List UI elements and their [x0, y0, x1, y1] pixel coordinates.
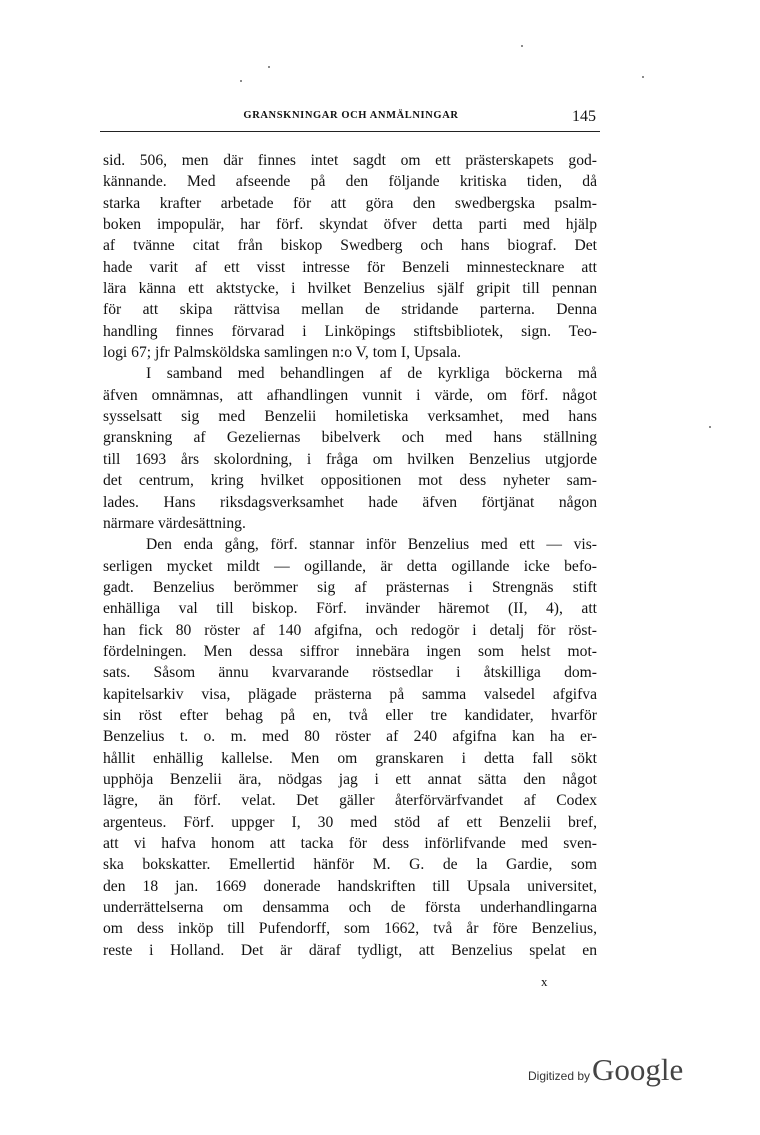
text-line: om dess inköp till Pufendorff, som 1662, två år före Benzelius,	[103, 920, 597, 938]
running-head	[104, 110, 598, 130]
text-line: för att skipa rättvisa mellan de stridande parterna. Denna	[103, 301, 597, 319]
paragraph-start-line: Den enda gång, förf. stannar inför Benzelius med ett — vis-	[146, 536, 597, 554]
paper-speck	[521, 45, 523, 47]
text-line: logi 67; jfr Palmsköldska samlingen n:o V, tom I, Upsala.	[103, 344, 462, 362]
paragraph-start-line: I samband med behandlingen af de kyrkliga böckerna må	[146, 365, 597, 383]
text-line: fördelningen. Men dessa siffror innebära ingen som helst mot-	[103, 642, 597, 660]
text-line: upphöja Benzelii ära, nödgas jag i ett annat sätta den något	[103, 770, 597, 788]
text-line: lades. Hans riksdagsverksamhet hade äfven förtjänat någon	[103, 493, 597, 511]
text-line: handling finnes förvarad i Linköpings stiftsbibliotek, sign. Teo-	[103, 322, 597, 340]
body-text	[103, 150, 597, 961]
text-line: närmare värdesättning.	[103, 514, 246, 532]
text-line: hållit enhällig kallelse. Men om granskaren i detta fall sökt	[103, 749, 597, 767]
text-line: underrättelserna om densamma och de första underhandlingarna	[103, 899, 597, 917]
text-line: reste i Holland. Det är däraf tydligt, att Benzelius spelat en	[103, 941, 597, 959]
text-line: han fick 80 röster af 140 afgifna, och redogör i detalj för röst-	[103, 621, 597, 639]
text-line: äfven omnämnas, att afhandlingen vunnit i värde, om förf. något	[103, 386, 597, 404]
header-rule	[100, 131, 600, 132]
paper-speck	[642, 76, 644, 78]
paper-speck	[268, 66, 270, 68]
text-line: sid. 506, men där finnes intet sagdt om ett prästerskapets god-	[103, 152, 597, 169]
text-line: lägre, än förf. velat. Det gäller återförvärfvandet af Codex	[103, 792, 597, 810]
running-head-title: GRANSKNINGAR OCH ANMÄLNINGAR	[243, 110, 459, 121]
text-line: sysselsatt sig med Benzelii homiletiska verksamhet, med hans	[103, 408, 597, 426]
text-line: serligen mycket mildt — ogillande, är detta ogillande icke befo-	[103, 557, 597, 575]
text-line: kännande. Med afseende på den följande kritiska tiden, då	[103, 173, 597, 191]
page-number: 145	[572, 108, 596, 125]
text-line: af tvänne citat från biskop Swedberg och hans biograf. Det	[103, 237, 597, 255]
text-line: granskning af Gezeliernas bibelverk och med hans ställning	[103, 429, 597, 447]
paper-speck	[709, 426, 711, 428]
text-line: det centrum, kring hvilket oppositionen mot dess nyheter sam-	[103, 472, 597, 490]
text-line: lära känna ett aktstycke, i hvilket Benzelius själf gripit till pennan	[103, 280, 597, 298]
text-line: den 18 jan. 1669 donerade handskriften till Upsala universitet,	[103, 877, 597, 895]
text-line: sin röst efter behag på en, två eller tre kandidater, hvarför	[103, 706, 597, 724]
text-line: att vi hafva honom att tacka för dess införlifvande med sven-	[103, 835, 597, 852]
digitized-by-google-watermark	[528, 1052, 683, 1092]
text-line: starka krafter arbetade för att göra den swedbergska psalm-	[103, 194, 597, 212]
text-line: enhälliga val till biskop. Förf. invänder häremot (II, 4), att	[103, 600, 597, 618]
text-line: till 1693 års skolordning, i fråga om hvilken Benzelius utgjorde	[103, 450, 597, 468]
digitized-label: Digitized by	[528, 1069, 591, 1083]
text-line: hade varit af ett visst intresse för Benzeli minnestecknare att	[103, 258, 597, 276]
text-line: Benzelius t. o. m. med 80 röster af 240 afgifna kan ha er-	[103, 728, 597, 746]
text-line: kapitelsarkiv visa, plägade prästerna på samma valsedel afgifva	[103, 685, 597, 703]
signature-mark: x	[541, 974, 548, 989]
text-line: gadt. Benzelius berömmer sig af prästernas i Strengnäs stift	[103, 578, 597, 596]
text-line: argenteus. Förf. uppger I, 30 med stöd af ett Benzelii bref,	[103, 813, 597, 831]
paper-speck	[240, 80, 242, 82]
google-brand: Google	[592, 1052, 684, 1087]
text-line: ska bokskatter. Emellertid hänför M. G. de la Gardie, som	[103, 856, 597, 874]
text-line: boken impopulär, har förf. skyndat öfver detta parti med hjälp	[103, 216, 597, 234]
text-line: sats. Såsom ännu kvarvarande röstsedlar i åtskilliga dom-	[103, 664, 597, 682]
